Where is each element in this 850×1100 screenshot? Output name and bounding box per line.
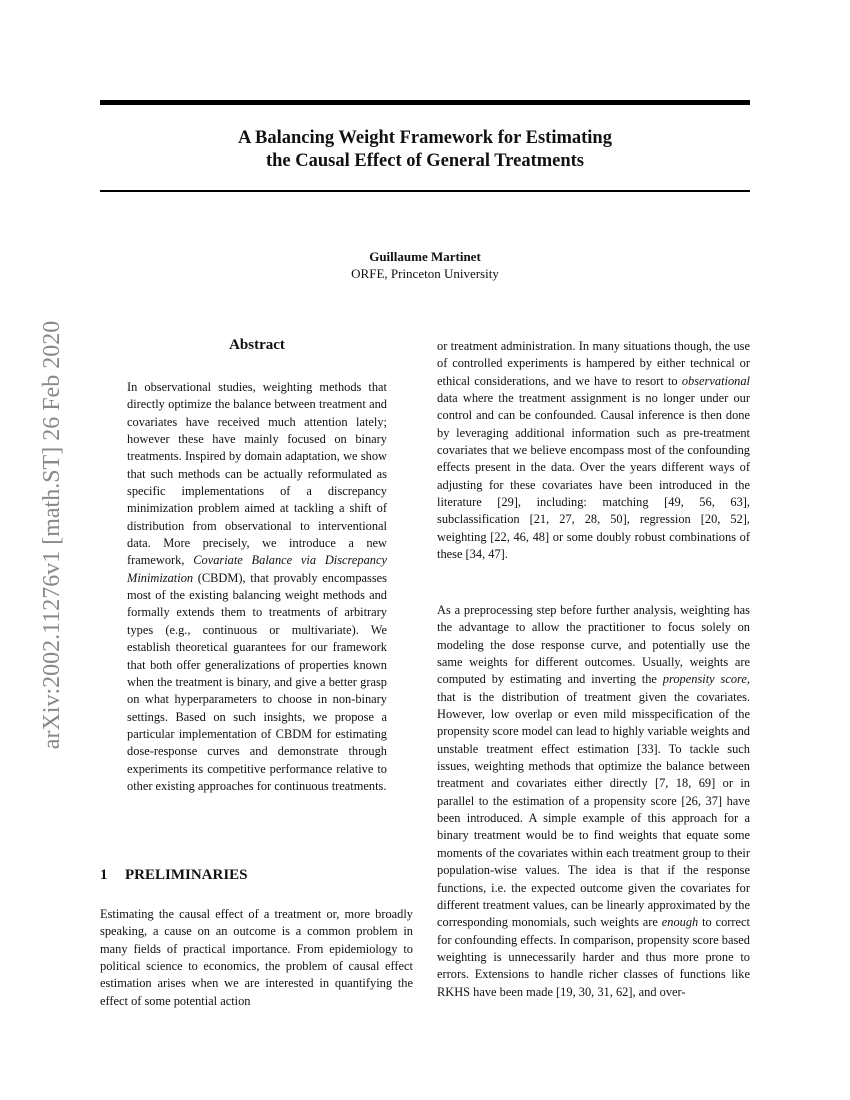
para2-c: to correct for confounding effects. In comparison, propensity score based weighting is unnecessarily harder and thus more prone to errors. Extensions to handle richer classes of functions like RKHS have been made [19, 30, 31, 62], and over-	[437, 915, 750, 999]
paper-title	[100, 127, 750, 173]
section-paragraph-1-continued	[437, 338, 750, 563]
para2-italic-2: enough	[661, 915, 699, 930]
section-title: PRELIMINARIES	[125, 867, 248, 883]
para1-cont-italic: observational	[681, 373, 750, 388]
para2-a: As a preprocessing step before further analysis, weighting has the advantage to allow the practitioner to focus solely on modeling the dose response curve, and potentially use the same weights for different outcomes. Usually, weights are computed by estimating and inverting the	[437, 603, 750, 687]
section-paragraph-2	[437, 602, 750, 1001]
para1-cont-a: or treatment administration. In many situations though, the use of controlled experiments is hampered by either technical or ethical considerations, and we have to resort to	[437, 339, 750, 388]
top-rule	[100, 100, 750, 105]
para1-cont-b: data where the treatment assignment is no longer under our control and can be confounded. Causal inference is then done by leveraging additional information such as pre-treatment covariates that we believe encompass most of the confounding effects present in the data. Over the years different ways of adjusting for these covariates have been introduced in the literature [29], including: matching [49, 56, 63], subclassification [21, 27, 28, 50], regression [20, 52], weighting [22, 46, 48] or some doubly robust combinations of these [34, 47].	[437, 391, 750, 562]
section-number: 1	[100, 867, 108, 883]
abstract-part-1: In observational studies, weighting methods that directly optimize the balance between treatment and covariates have received much attention lately; however these have mainly focused on binary treatments. Inspired by domain adaptation, we show that such methods can be actually reformulated as specific implementations of a discrepancy minimization problem aimed at tackling a shift of distribution from observational to interventional data. More precisely, we introduce a new framework,	[127, 380, 387, 568]
section-heading	[100, 867, 248, 884]
title-rule	[100, 190, 750, 192]
abstract-heading: Abstract	[229, 337, 285, 353]
section-paragraph-1: Estimating the causal effect of a treatment or, more broadly speaking, a cause on an outcome is a common problem in many fields of practical importance. From epidemiology to political science to economics, the problem of causal effect estimation arises when we are interested in quantifying the effect of some potential action	[100, 907, 413, 1008]
abstract-part-2: (CBDM), that provably encompasses most of the existing balancing weight methods and formally extends them to treatments of arbitrary types (e.g., continuous or multivariate). We establish theoretical guarantees for our framework that both offer generalizations of properties known when the treatment is binary, and give a better grasp on what hyperparameters to choose in non-binary settings. Based on such insights, we propose a particular implementation of CBDM for estimating dose-response curves and demonstrate through experiments its competitive performance relative to other existing approaches for continuous treatments.	[127, 570, 387, 793]
abstract-text	[127, 379, 387, 795]
para2-b: , that is the distribution of treatment given the covariates. However, low overlap or even mild misspecification of the propensity score model can lead to highly variable weights and unstable treatment effect estimation [33]. To tackle such issues, weighting methods that optimize the balance between treatment and covariates either directly [7, 18, 69] or in parallel to the estimation of a propensity score [26, 37] have been introduced. A simple example of this approach for a binary treatment would be to find weights that equate some moments of the covariates within each treatment group to their population-wise values. The idea is that if the response functions, i.e. the expected outcome given the covariates for different treatment values, can be linearly approximated by the corresponding monomials, such weights are	[437, 672, 750, 930]
title-line-2: the Causal Effect of General Treatments	[265, 151, 585, 171]
author-name: Guillaume Martinet	[369, 249, 481, 264]
author-affiliation: ORFE, Princeton University	[351, 266, 499, 281]
abstract-italic-term: Covariate Balance via Discrepancy Minimization	[127, 553, 387, 585]
para2-italic-1: propensity score	[662, 672, 747, 687]
title-line-1: A Balancing Weight Framework for Estimating	[238, 128, 612, 148]
